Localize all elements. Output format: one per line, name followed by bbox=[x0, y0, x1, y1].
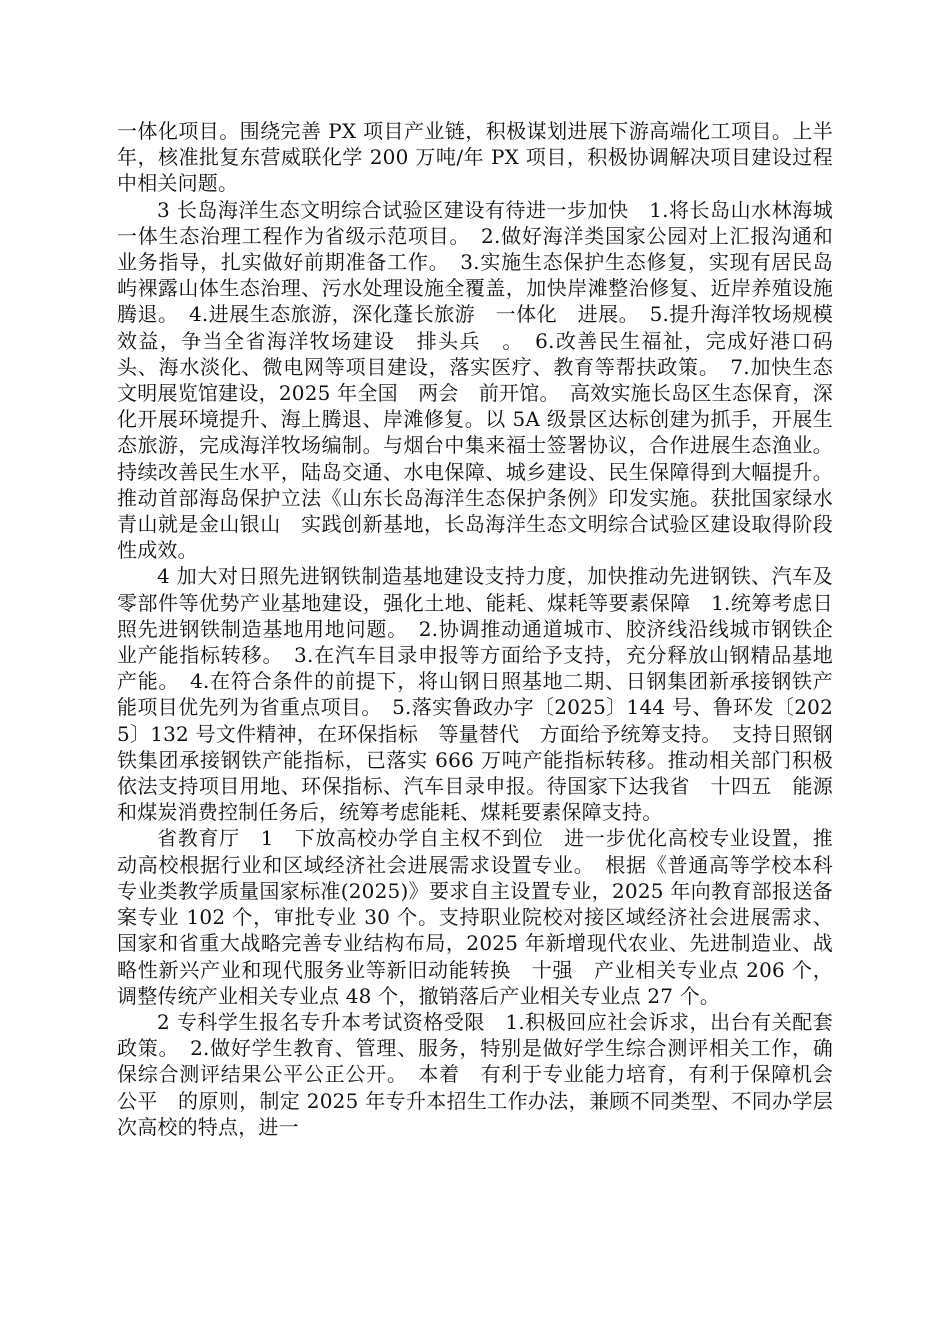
paragraph-rizhao-steel: 4 加大对日照先进钢铁制造基地建设支持力度，加快推动先进钢铁、汽车及零部件等优势产业基地建设，强化土地、能耗、煤耗等要素保障 1.统筹考虑日照先进钢铁制造基地用地问题。 2.协调推动通道城市、胶济线沿线城市钢铁企业产能指标转移。 3.在汽车目录申报等方面给予支持，充分释放山钢精品基地产能。 4.在符合条件的前提下，将山钢日照基地二期、日钢集团新承接钢铁产能项目优先列为省重点项目。 5.落实鲁政办字〔2025〕144 号、鲁环发〔2025〕132 号文件精神，在环保指标 等量替代 方面给予统筹支持。 支持日照钢铁集团承接钢铁产能指标，已落实 666 万吨产能指标转移。推动相关部门积极依法支持项目用地、环保指标、汽车目录申报。待国家下达我省 十四五 能源和煤炭消费控制任务后，统筹考虑能耗、煤耗要素保障支持。 bbox=[117, 564, 833, 825]
document-body bbox=[117, 118, 833, 1140]
paragraph-education-autonomy: 省教育厅 1 下放高校办学自主权不到位 进一步优化高校专业设置，推动高校根据行业和区域经济社会进展需求设置专业。 根据《普通高等学校本科专业类教学质量国家标准(2025)》要求自主设置专业，2025 年向教育部报送备案专业 102 个，审批专业 30 个。支持职业院校对接区域经济社会进展需求、国家和省重大战略完善专业结构布局，2025 年新增现代农业、先进制造业、战略性新兴产业和现代服务业等新旧动能转换 十强 产业相关专业点 206 个，调整传统产业相关专业点 48 个，撤销落后产业相关专业点 27 个。 bbox=[117, 826, 833, 1008]
paragraph-px-project: 一体化项目。围绕完善 PX 项目产业链，积极谋划进展下游高端化工项目。上半年，核准批复东营威联化学 200 万吨/年 PX 项目，积极协调解决项目建设过程中相关问题。 bbox=[117, 119, 833, 196]
paragraph-upgrade-exam: 2 专科学生报名专升本考试资格受限 1.积极回应社会诉求，出台有关配套政策。 2.做好学生教育、管理、服务，特别是做好学生综合测评相关工作，确保综合测评结果公平公正公开。 本着 有利于专业能力培育，有利于保障机会公平 的原则，制定 2025 年专升本招生工作办法，兼顾不同类型、不同办学层次高校的特点，进一 bbox=[117, 1009, 833, 1139]
paragraph-changdao-ecology: 3 长岛海洋生态文明综合试验区建设有待进一步加快 1.将长岛山水林海城一体生态治理工程作为省级示范项目。 2.做好海洋类国家公园对上汇报沟通和业务指导，扎实做好前期准备工作。 3.实施生态保护生态修复，实现有居民岛屿裸露山体生态治理、污水处理设施全覆盖，加快岸滩整治修复、近岸养殖设施腾退。 4.进展生态旅游，深化蓬长旅游 一体化 进展。 5.提升海洋牧场规模效益，争当全省海洋牧场建设 排头兵 。 6.改善民生福祉，完成好港口码头、海水淡化、微电网等项目建设，落实医疗、教育等帮扶政策。 7.加快生态文明展览馆建设，2025 年全国 两会 前开馆。 高效实施长岛区生态保育，深化开展环境提升、海上腾退、岸滩修复。以 5A 级景区达标创建为抓手，开展生态旅游，完成海洋牧场编制。与烟台中集来福士签署协议，合作进展生态渔业。持续改善民生水平，陆岛交通、水电保障、城乡建设、民生保障得到大幅提升。推动首部海岛保护立法《山东长岛海洋生态保护条例》印发实施。获批国家绿水青山就是金山银山 实践创新基地，长岛海洋生态文明综合试验区建设取得阶段性成效。 bbox=[117, 197, 833, 563]
